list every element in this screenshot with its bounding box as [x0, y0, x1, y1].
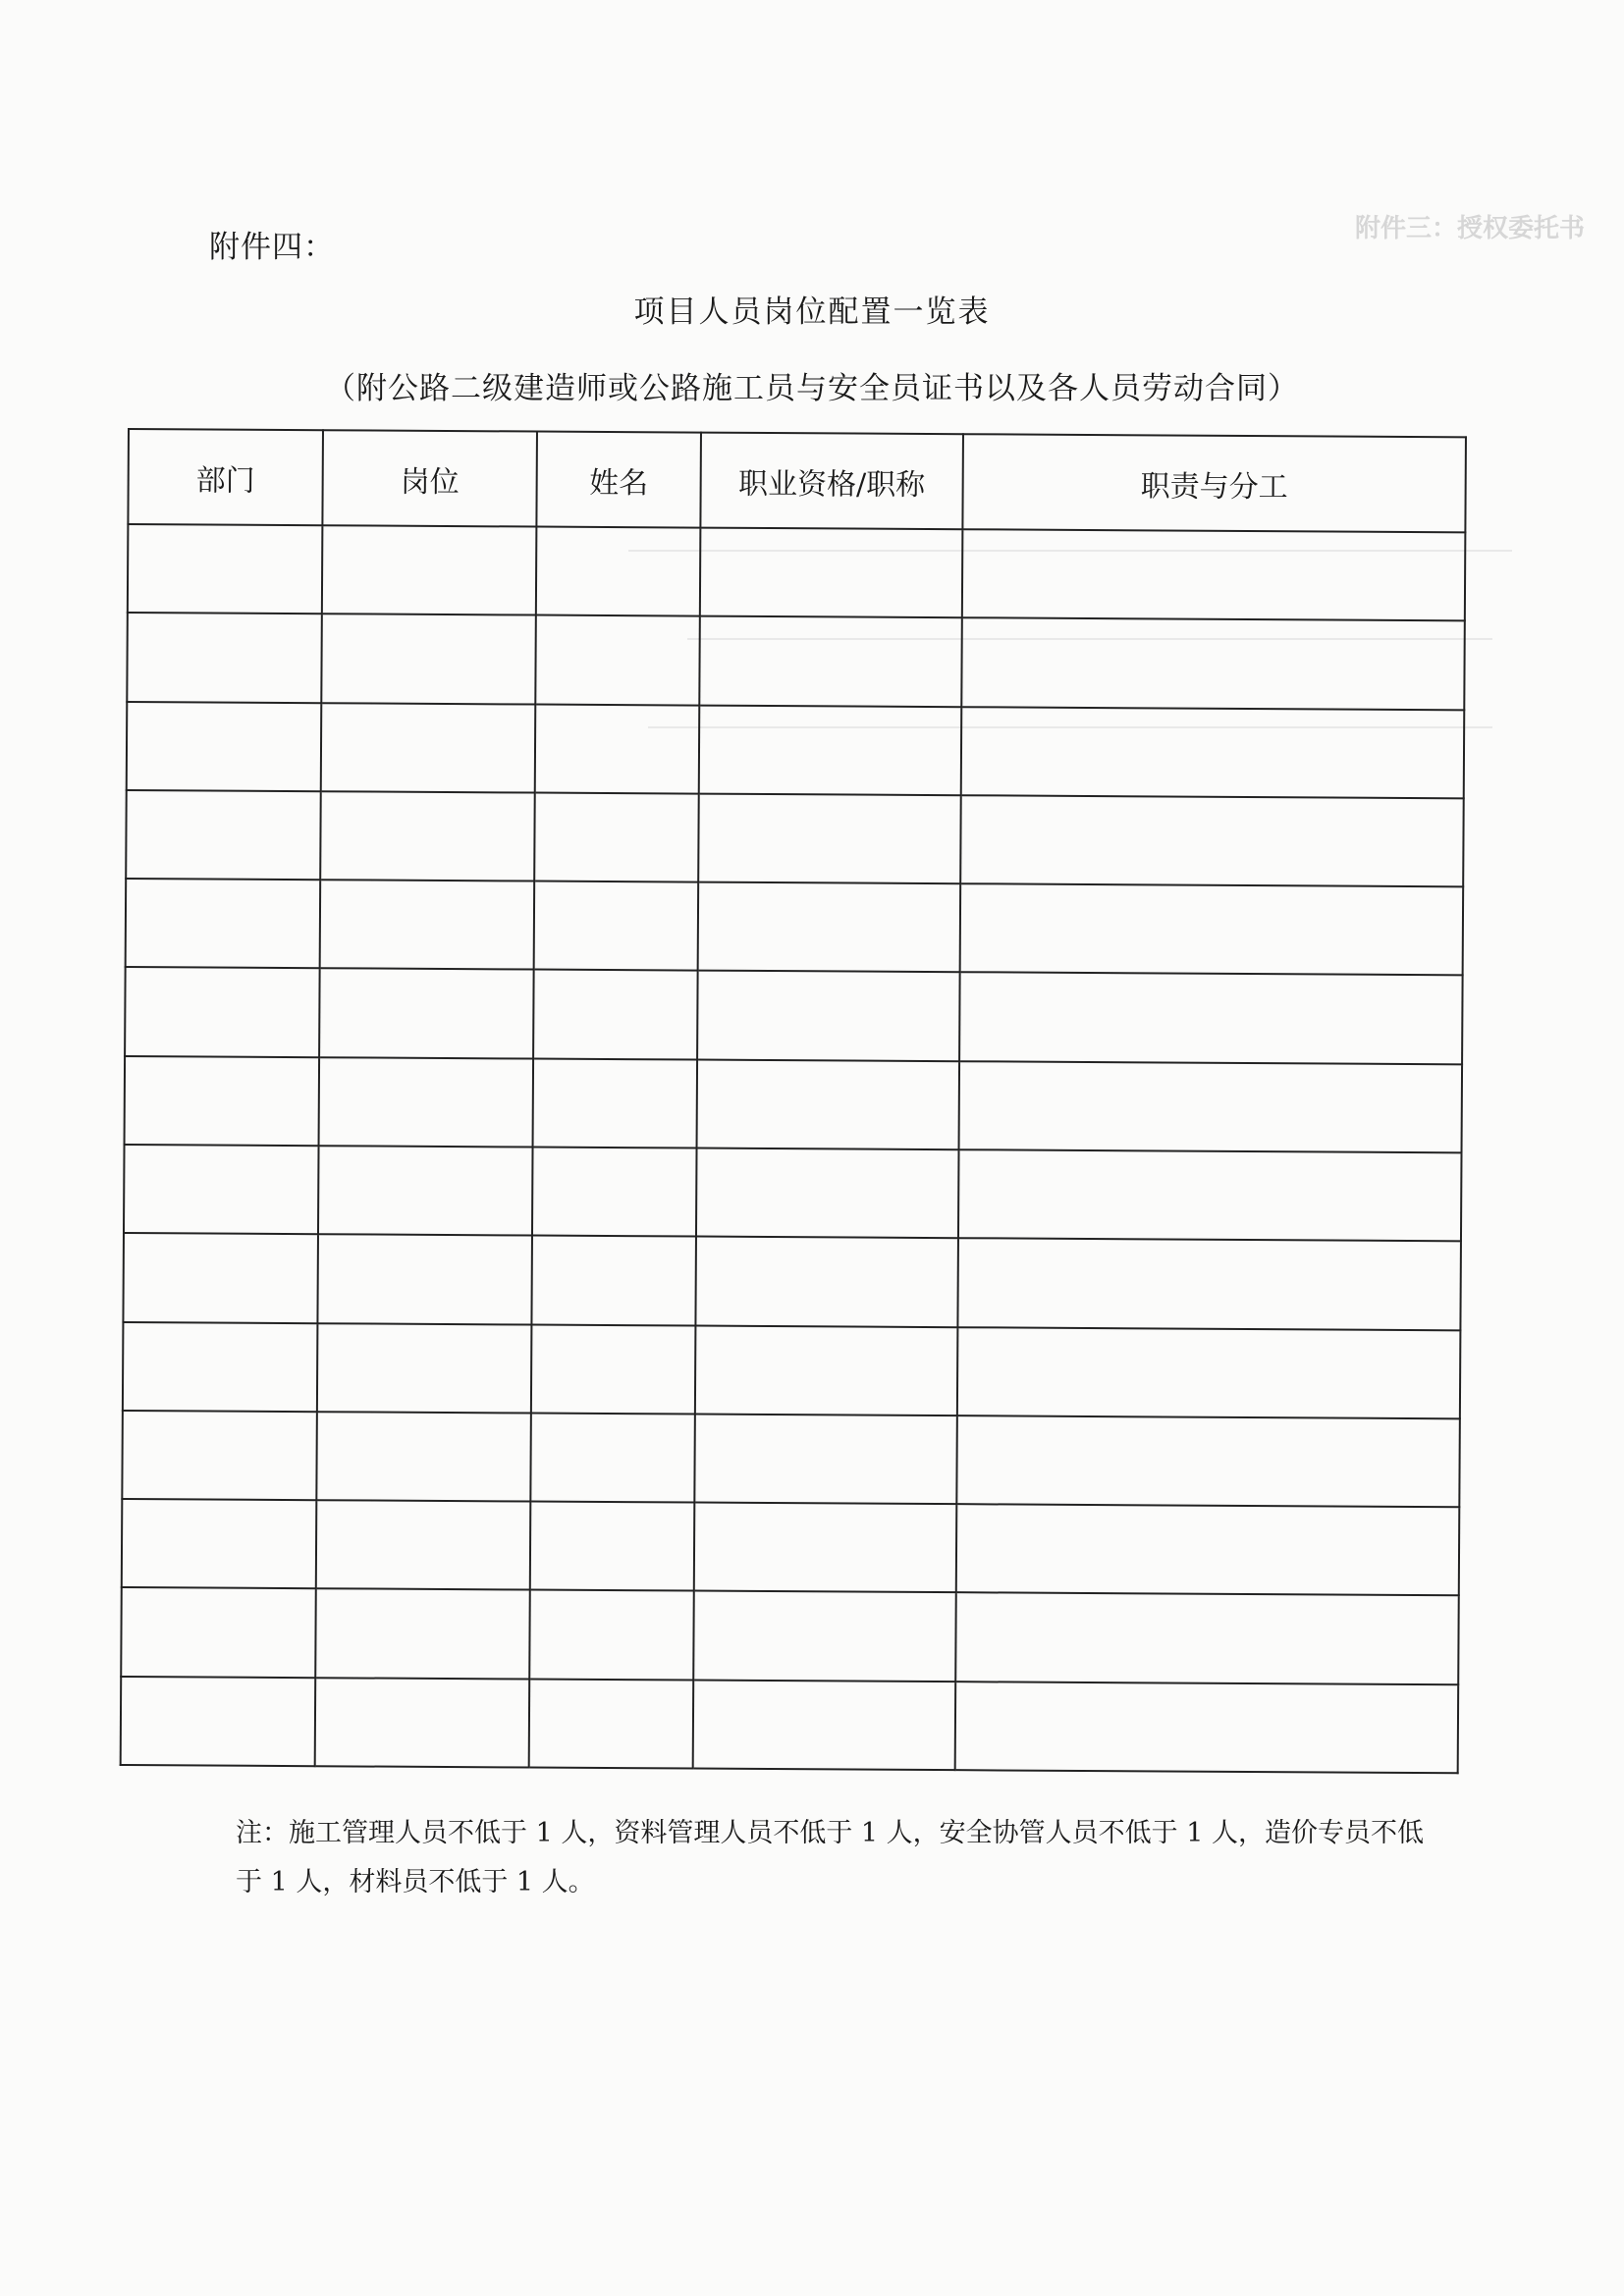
table-cell[interactable] [533, 1058, 698, 1148]
table-row [121, 1677, 1459, 1774]
table-cell[interactable] [699, 705, 962, 795]
table-cell[interactable] [535, 615, 700, 705]
table-cell[interactable] [316, 1500, 531, 1590]
table-cell[interactable] [958, 1149, 1462, 1241]
table-row [122, 1499, 1460, 1596]
header-position: 岗位 [322, 430, 537, 526]
table-row [126, 790, 1464, 887]
footnote: 注：施工管理人员不低于 1 人，资料管理人员不低于 1 人，安全协管人员不低于 1 人，造价专员不低于 1 人，材料员不低于 1 人。 [236, 1818, 1425, 1897]
table-row [122, 1411, 1460, 1508]
table-cell[interactable] [125, 1056, 320, 1146]
table-cell[interactable] [322, 525, 537, 615]
table-cell[interactable] [693, 1680, 956, 1770]
table-cell[interactable] [955, 1682, 1459, 1773]
table-cell[interactable] [956, 1504, 1460, 1595]
table-cell[interactable] [695, 1325, 958, 1415]
table-cell[interactable] [318, 1146, 533, 1236]
table-cell[interactable] [316, 1412, 531, 1502]
table-cell[interactable] [317, 1234, 532, 1324]
table-cell[interactable] [320, 791, 535, 881]
table-cell[interactable] [697, 1059, 960, 1149]
table-cell[interactable] [122, 1499, 317, 1588]
table-cell[interactable] [128, 524, 323, 614]
table-cell[interactable] [694, 1503, 957, 1593]
table-cell[interactable] [957, 1327, 1461, 1418]
document-title: 项目人员岗位配置一览表 [633, 294, 991, 330]
table-cell[interactable] [698, 793, 961, 883]
table-cell[interactable] [530, 1502, 695, 1591]
table-row [123, 1322, 1461, 1419]
table-cell[interactable] [320, 880, 535, 970]
table-cell[interactable] [127, 702, 322, 791]
table-row [128, 524, 1466, 621]
table-header-row [128, 429, 1466, 532]
table-cell[interactable] [696, 1148, 959, 1239]
table-cell[interactable] [529, 1679, 694, 1768]
table-cell[interactable] [123, 1322, 318, 1412]
header-department: 部门 [128, 429, 323, 525]
bleed-through-text: 附件三：授权委托书 [1355, 214, 1586, 243]
table-cell[interactable] [534, 881, 699, 971]
table-cell[interactable] [536, 527, 701, 616]
table-cell[interactable] [698, 882, 961, 973]
header-qualification: 职业资格/职称 [700, 433, 963, 530]
table-row [126, 879, 1464, 976]
table-row [127, 613, 1465, 710]
table-cell[interactable] [699, 616, 962, 707]
table-cell[interactable] [126, 879, 321, 968]
table-cell[interactable] [126, 790, 321, 880]
table-cell[interactable] [694, 1414, 957, 1504]
table-row [121, 1587, 1459, 1684]
table-cell[interactable] [961, 707, 1465, 798]
header-duties: 职责与分工 [962, 434, 1466, 532]
table-cell[interactable] [534, 792, 699, 881]
table-cell[interactable] [700, 528, 963, 618]
table-row [125, 967, 1463, 1064]
table-cell[interactable] [122, 1411, 317, 1500]
table-cell[interactable] [124, 1145, 319, 1234]
table-cell[interactable] [960, 883, 1464, 975]
table-cell[interactable] [962, 529, 1466, 620]
table-cell[interactable] [321, 703, 536, 793]
table-cell[interactable] [123, 1233, 318, 1322]
table-cell[interactable] [533, 970, 698, 1059]
table-cell[interactable] [535, 704, 700, 793]
table-row [123, 1233, 1461, 1330]
document-subtitle: （附公路二级建造师或公路施工员与安全员证书以及各人员劳动合同） [325, 371, 1299, 406]
table-cell[interactable] [695, 1237, 958, 1327]
table-cell[interactable] [532, 1148, 697, 1237]
staff-assignment-table [120, 428, 1467, 1774]
table-row [125, 1056, 1463, 1153]
table-cell[interactable] [959, 973, 1463, 1064]
table-cell[interactable] [531, 1236, 696, 1325]
table-cell[interactable] [531, 1324, 696, 1414]
table-cell[interactable] [319, 969, 534, 1059]
table-row [127, 702, 1465, 799]
table-cell[interactable] [530, 1413, 695, 1502]
table-cell[interactable] [961, 617, 1465, 709]
table-cell[interactable] [125, 967, 320, 1056]
table-cell[interactable] [697, 971, 960, 1061]
table-cell[interactable] [127, 613, 322, 702]
table-cell[interactable] [319, 1057, 534, 1148]
table-cell[interactable] [959, 1061, 1463, 1152]
table-body [121, 524, 1466, 1773]
table-cell[interactable] [960, 795, 1464, 886]
attachment-label: 附件四： [209, 230, 335, 265]
table-cell[interactable] [529, 1590, 694, 1680]
table-cell[interactable] [321, 614, 536, 704]
table-cell[interactable] [315, 1589, 530, 1680]
table-cell[interactable] [315, 1678, 530, 1768]
table-row [124, 1145, 1462, 1242]
table-cell[interactable] [121, 1587, 316, 1677]
table-cell[interactable] [955, 1593, 1459, 1684]
table-cell[interactable] [956, 1415, 1460, 1507]
table-cell[interactable] [957, 1238, 1461, 1329]
table-cell[interactable] [693, 1591, 956, 1682]
staff-table-container [120, 428, 1465, 1774]
table-cell[interactable] [121, 1677, 316, 1767]
table-cell[interactable] [317, 1323, 532, 1414]
header-name: 姓名 [536, 432, 701, 528]
